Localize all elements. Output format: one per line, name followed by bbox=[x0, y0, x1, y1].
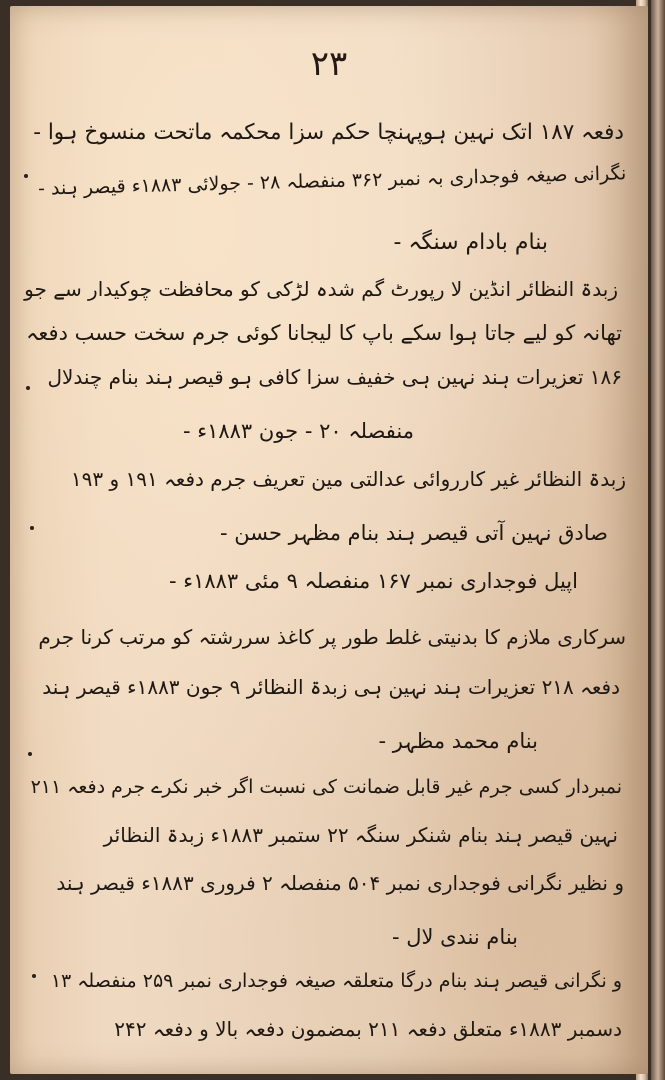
text-line-5: تھانہ کو لیے جاتا ہوا سکے باپ کا لیجانا کوئی جرم سخت حسب دفعہ bbox=[26, 321, 622, 345]
text-line-4: زبدۃ النظائر انڈین لا رپورٹ گم شدہ لڑکی کو محافظت چوکیدار سے جو bbox=[24, 277, 618, 301]
text-line-3: بنام بادام سنگہ - bbox=[393, 230, 548, 255]
text-line-10: اپیل فوجداری نمبر ۱۶۷ منفصلہ ۹ مئی ۱۸۸۳ء - bbox=[168, 569, 578, 593]
text-line-11: سرکاری ملازم کا بدنیتی غلط طور پر کاغذ سررشتہ کو مرتب کرنا جرم bbox=[38, 625, 626, 649]
ink-dot bbox=[32, 974, 36, 978]
text-line-6: ۱۸۶ تعزیرات ہند نہین ہی خفیف سزا کافی ہو قیصر ہند بنام چندلال bbox=[47, 365, 622, 389]
ink-dot bbox=[24, 174, 28, 178]
text-line-2: نگرانی صیغہ فوجداری بہ نمبر ۳۶۲ منفصلہ ۲۸ - جولائی ۱۸۸۳ء قیصر ہند - bbox=[37, 162, 627, 200]
text-line-13: بنام محمد مظہر - bbox=[378, 729, 538, 753]
ink-dot bbox=[30, 526, 34, 530]
ink-dot bbox=[26, 386, 30, 390]
text-line-12: دفعہ ۲۱۸ تعزیرات ہند نہین ہی زبدۃ النظائر ۹ جون ۱۸۸۳ء قیصر ہند bbox=[42, 675, 620, 699]
manuscript-page bbox=[10, 6, 648, 1074]
text-line-8: زبدۃ النظائر غیر کارروائی عدالتی مین تعریف جرم دفعہ ۱۹۱ و ۱۹۳ bbox=[70, 467, 626, 491]
text-line-18: و نگرانی قیصر ہند بنام درگا متعلقہ صیغہ فوجداری نمبر ۲۵۹ منفصلہ ۱۳ bbox=[50, 970, 622, 992]
text-line-7: منفصلہ ۲۰ - جون ۱۸۸۳ء - bbox=[182, 419, 414, 443]
text-line-9: صادق نہین آتی قیصر ہند بنام مظہر حسن - bbox=[220, 521, 608, 545]
ink-dot bbox=[28, 752, 32, 756]
text-line-17: بنام نندی لال - bbox=[391, 925, 518, 949]
book-edge bbox=[651, 0, 665, 1080]
text-line-14: نمبردار کسی جرم غیر قابل ضمانت کی نسبت اگر خبر نکرے جرم دفعہ ۲۱۱ bbox=[30, 776, 622, 798]
text-line-19: دسمبر ۱۸۸۳ء متعلق دفعہ ۲۱۱ بمضمون دفعہ بالا و دفعہ ۲۴۲ bbox=[114, 1017, 622, 1041]
text-line-15: نہین قیصر ہند بنام شنکر سنگہ ۲۲ ستمبر ۱۸۸۳ء زبدۃ النظائر bbox=[103, 823, 618, 847]
page-number: ۲۳ bbox=[310, 44, 348, 84]
text-line-1: دفعہ ۱۸۷ اتک نہین ہوپہنچا حکم سزا محکمہ ماتحت منسوخ ہوا - bbox=[33, 120, 624, 145]
text-line-16: و نظیر نگرانی فوجداری نمبر ۵۰۴ منفصلہ ۲ فروری ۱۸۸۳ء قیصر ہند bbox=[56, 871, 624, 895]
